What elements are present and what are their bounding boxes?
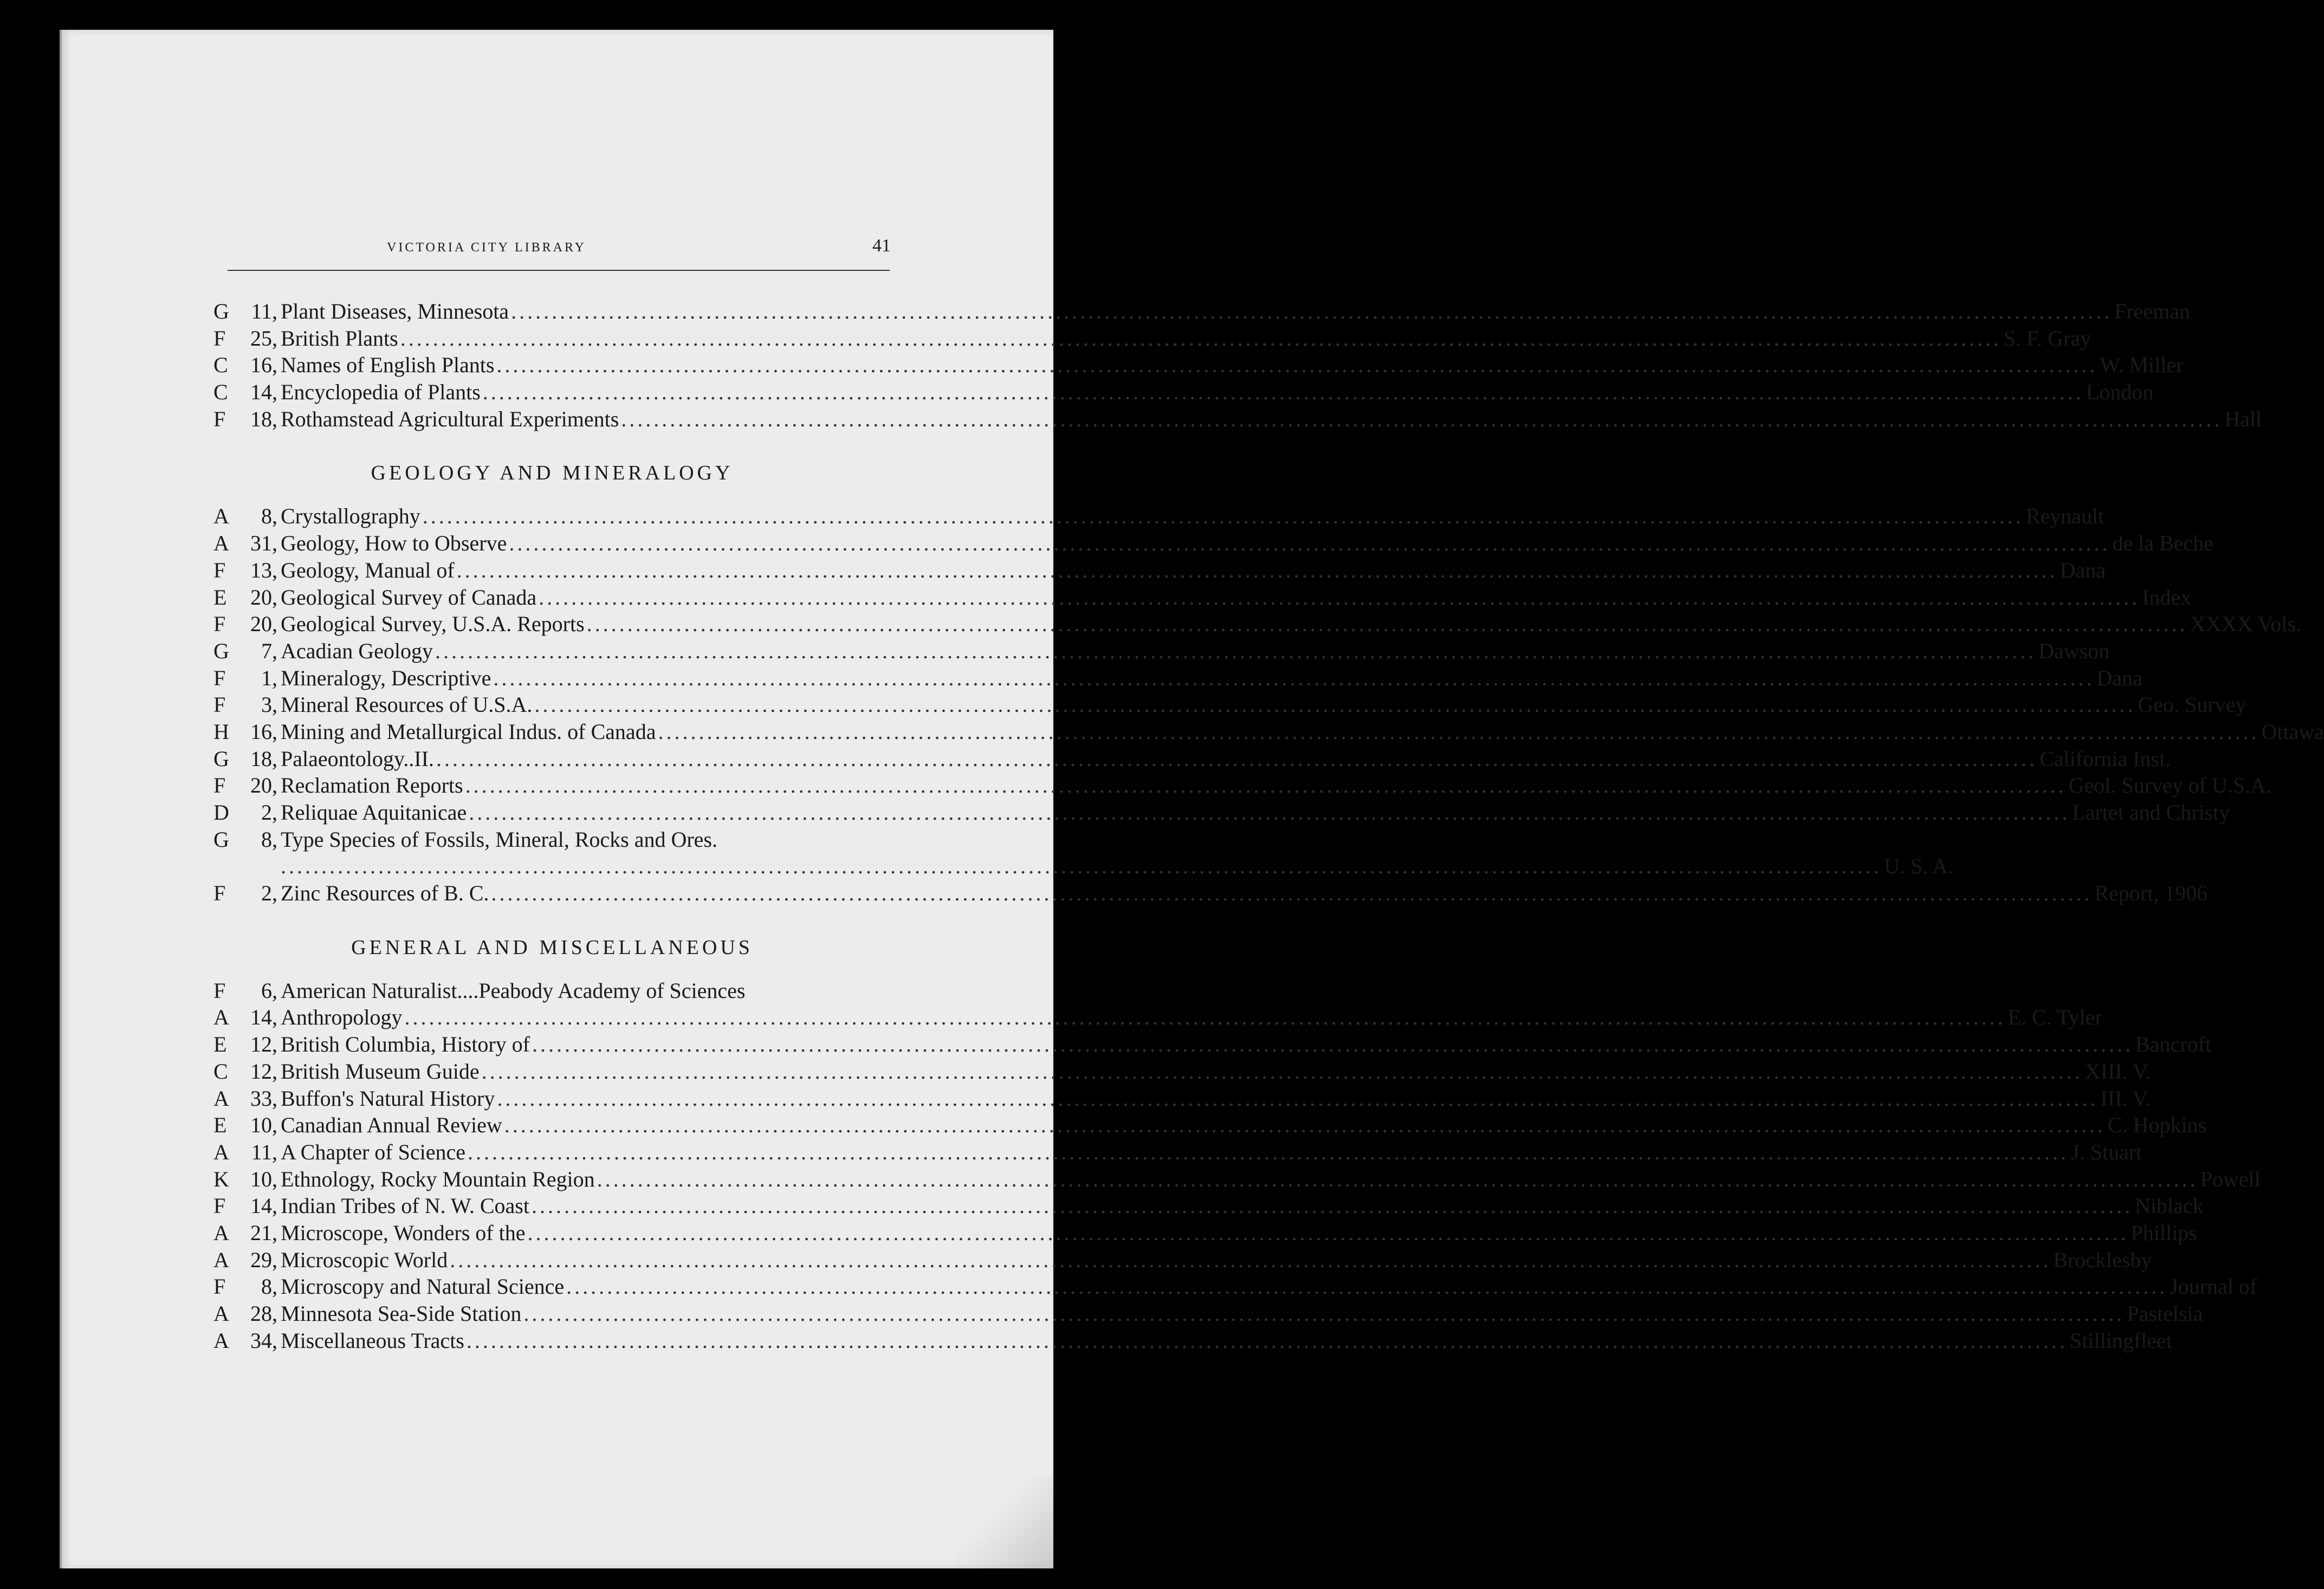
shelf-letter: A bbox=[213, 1247, 229, 1272]
entry-number: 2, bbox=[261, 800, 277, 825]
dot-leader bbox=[566, 1273, 2167, 1300]
dot-leader bbox=[436, 745, 2037, 773]
entry-author: Report, 1906 bbox=[2094, 881, 2208, 906]
catalogue-entry bbox=[213, 745, 2171, 773]
entry-author: Niblack bbox=[2134, 1194, 2204, 1218]
entry-author: U. S. A. bbox=[1884, 854, 1953, 879]
dot-leader bbox=[404, 1004, 2005, 1031]
entry-number: 31, bbox=[250, 531, 277, 556]
entry-number: 3, bbox=[261, 692, 277, 717]
catalogue-entry bbox=[213, 826, 891, 853]
entry-number: 6, bbox=[261, 978, 277, 1003]
entry-author: E. C. Tyler bbox=[2008, 1005, 2102, 1030]
dot-leader bbox=[450, 1247, 2051, 1274]
shelf-letter: E bbox=[213, 1032, 227, 1057]
entry-number: 25, bbox=[250, 326, 277, 351]
entry-author: J. Stuart bbox=[2071, 1139, 2142, 1164]
entry-number: 16, bbox=[250, 353, 277, 378]
dot-leader bbox=[469, 799, 2070, 826]
entry-author: Bancroft bbox=[2135, 1032, 2211, 1057]
entry-number: 14, bbox=[250, 1005, 277, 1030]
entry-author: W. Miller bbox=[2100, 353, 2184, 378]
entry-author: Ottawa bbox=[2261, 719, 2324, 744]
entry-title: Mineral Resources of U.S.A. bbox=[281, 692, 533, 717]
entry-number: 29, bbox=[250, 1247, 277, 1272]
shelf-letter: H bbox=[213, 719, 229, 744]
entry-title: Encyclopedia of Plants bbox=[281, 380, 481, 405]
entry-author: Stillingfleet bbox=[2069, 1328, 2172, 1353]
entry-title: Geological Survey of Canada bbox=[281, 585, 537, 609]
catalogue-entry bbox=[213, 1166, 2261, 1193]
entry-title: Acadian Geology bbox=[281, 638, 433, 663]
entry-author: Hall bbox=[2224, 406, 2262, 431]
dot-leader bbox=[509, 530, 2110, 557]
entry-title: Anthropology bbox=[281, 1005, 403, 1030]
entry-author: Freeman bbox=[2114, 299, 2191, 323]
catalogue-entry bbox=[213, 1031, 2211, 1058]
entry-author: XIII. V. bbox=[2085, 1059, 2151, 1084]
entry-title: Geology, How to Observe bbox=[281, 531, 507, 556]
shelf-letter: F bbox=[213, 665, 226, 690]
entry-continuation bbox=[213, 853, 1953, 880]
shelf-letter: G bbox=[213, 746, 229, 771]
dot-leader bbox=[467, 1327, 2068, 1354]
catalogue-list bbox=[213, 298, 2324, 1354]
entry-title: Reclamation Reports bbox=[281, 773, 463, 798]
dot-leader bbox=[493, 665, 2094, 692]
entry-number: 21, bbox=[250, 1220, 277, 1245]
section-heading: GEOLOGY AND MINERALOGY bbox=[371, 462, 734, 485]
dot-leader bbox=[597, 1166, 2198, 1193]
entry-author: S. F. Gray bbox=[2003, 326, 2091, 351]
shelf-letter: F bbox=[213, 692, 226, 717]
dot-leader bbox=[400, 325, 2002, 352]
entry-author: Pastelsia bbox=[2127, 1301, 2203, 1326]
entry-title: Microscopic World bbox=[281, 1247, 448, 1272]
entry-author: Powell bbox=[2200, 1166, 2261, 1191]
entry-number: 12, bbox=[250, 1059, 277, 1084]
entry-title: British Museum Guide bbox=[281, 1059, 480, 1084]
entry-number: 8, bbox=[261, 504, 277, 529]
shelf-letter: E bbox=[213, 1113, 227, 1138]
entry-author: Lartet and Christy bbox=[2072, 800, 2230, 825]
entry-title: Microscopy and Natural Science bbox=[281, 1274, 565, 1299]
catalogue-entry bbox=[213, 691, 2247, 718]
entry-title: American Naturalist....Peabody Academy of Sciences bbox=[281, 978, 746, 1003]
catalogue-entry bbox=[213, 1004, 2102, 1031]
catalogue-entry bbox=[213, 1247, 2152, 1274]
catalogue-entry bbox=[213, 772, 2272, 799]
entry-title: Canadian Annual Review bbox=[281, 1113, 502, 1138]
dot-leader bbox=[658, 718, 2259, 745]
shelf-letter: F bbox=[213, 881, 226, 906]
entry-title: Type Species of Fossils, Mineral, Rocks and Ores. bbox=[281, 827, 717, 852]
entry-number: 20, bbox=[250, 612, 277, 637]
dot-leader bbox=[482, 1058, 2083, 1085]
catalogue-entry bbox=[213, 530, 2213, 557]
catalogue-entry bbox=[213, 611, 2301, 638]
dot-leader bbox=[539, 584, 2140, 611]
entry-number: 7, bbox=[261, 638, 277, 663]
dot-leader bbox=[483, 379, 2084, 406]
shelf-letter: D bbox=[213, 800, 229, 825]
shelf-letter: F bbox=[213, 406, 226, 431]
catalogue-entry bbox=[213, 325, 2091, 352]
shelf-letter: F bbox=[213, 557, 226, 582]
entry-author: Dana bbox=[2096, 665, 2142, 690]
dot-leader bbox=[621, 406, 2222, 433]
entry-author: Phillips bbox=[2131, 1220, 2197, 1245]
dot-leader bbox=[523, 1300, 2125, 1327]
entry-number: 11, bbox=[251, 299, 277, 323]
entry-number: 1, bbox=[261, 665, 277, 690]
entry-number: 12, bbox=[250, 1032, 277, 1057]
entry-title: Rothamstead Agricultural Experiments bbox=[281, 406, 619, 431]
entry-number: 14, bbox=[250, 1194, 277, 1218]
entry-title: Buffon's Natural History bbox=[281, 1086, 495, 1111]
entry-title: Indian Tribes of N. W. Coast bbox=[281, 1194, 529, 1218]
entry-author: III. V. bbox=[2100, 1086, 2151, 1111]
entry-number: 2, bbox=[261, 881, 277, 906]
entry-title: Ethnology, Rocky Mountain Region bbox=[281, 1166, 595, 1191]
entry-number: 18, bbox=[250, 406, 277, 431]
catalogue-entry bbox=[213, 557, 2106, 584]
shelf-letter: A bbox=[213, 1005, 229, 1030]
entry-author: Index bbox=[2142, 585, 2192, 609]
catalogue-entry bbox=[213, 1139, 2142, 1166]
entry-title: Zinc Resources of B. C. bbox=[281, 881, 489, 906]
shelf-letter: A bbox=[213, 1086, 229, 1111]
entry-number: 11, bbox=[251, 1139, 277, 1164]
entry-number: 8, bbox=[261, 827, 277, 852]
entry-title: Mining and Metallurgical Indus. of Canada bbox=[281, 719, 656, 744]
dot-leader bbox=[504, 1112, 2106, 1139]
dot-leader bbox=[281, 853, 1882, 880]
shelf-letter: F bbox=[213, 1274, 226, 1299]
shelf-letter: E bbox=[213, 585, 227, 609]
header-rule bbox=[228, 270, 890, 271]
catalogue-entry bbox=[213, 1220, 2197, 1247]
shelf-letter: F bbox=[213, 773, 226, 798]
dot-leader bbox=[496, 352, 2098, 379]
dot-leader bbox=[435, 638, 2036, 665]
page-corner bbox=[956, 1476, 1053, 1568]
catalogue-entry bbox=[213, 406, 2262, 433]
dot-leader bbox=[468, 1139, 2069, 1166]
shelf-letter: C bbox=[213, 353, 228, 378]
entry-title: Crystallography bbox=[281, 504, 420, 529]
book-page bbox=[60, 30, 2324, 1568]
catalogue-entry bbox=[213, 352, 2184, 379]
dot-leader bbox=[497, 1085, 2098, 1112]
entry-title: Geological Survey, U.S.A. Reports bbox=[281, 612, 585, 637]
dot-leader bbox=[457, 557, 2058, 584]
catalogue-entry bbox=[213, 584, 2192, 611]
entry-number: 28, bbox=[250, 1301, 277, 1326]
entry-title: Geology, Manual of bbox=[281, 557, 455, 582]
entry-title: Palaeontology..II. bbox=[281, 746, 434, 771]
catalogue-entry bbox=[213, 638, 2110, 665]
shelf-letter: A bbox=[213, 504, 229, 529]
catalogue-entry bbox=[213, 1192, 2204, 1220]
shelf-letter: A bbox=[213, 1301, 229, 1326]
catalogue-entry bbox=[213, 1273, 2257, 1300]
entry-author: Geol. Survey of U.S.A. bbox=[2068, 773, 2272, 798]
shelf-letter: F bbox=[213, 1194, 226, 1218]
running-title: VICTORIA CITY LIBRARY bbox=[387, 241, 587, 255]
catalogue-entry bbox=[213, 665, 2142, 692]
catalogue-entry bbox=[213, 1327, 2172, 1354]
entry-author: California Inst. bbox=[2039, 746, 2171, 771]
shelf-letter: A bbox=[213, 531, 229, 556]
catalogue-entry bbox=[213, 298, 2191, 325]
entry-author: Reynault bbox=[2025, 504, 2105, 529]
entry-author: XXXX Vols. bbox=[2190, 612, 2301, 637]
dot-leader bbox=[491, 880, 2092, 907]
catalogue-entry bbox=[213, 1058, 2151, 1085]
shelf-letter: F bbox=[213, 612, 226, 637]
catalogue-entry bbox=[213, 503, 2105, 530]
entry-title: British Plants bbox=[281, 326, 398, 351]
entry-author: de la Beche bbox=[2112, 531, 2213, 556]
catalogue-entry bbox=[213, 799, 2230, 826]
entry-number: 8, bbox=[261, 1274, 277, 1299]
shelf-letter: G bbox=[213, 827, 229, 852]
dot-leader bbox=[465, 772, 2067, 799]
catalogue-entry bbox=[213, 1085, 2151, 1112]
shelf-letter: A bbox=[213, 1220, 229, 1245]
entry-author: London bbox=[2086, 380, 2154, 405]
entry-author: Dana bbox=[2060, 557, 2106, 582]
entry-number: 14, bbox=[250, 380, 277, 405]
section-heading: GENERAL AND MISCELLANEOUS bbox=[351, 936, 753, 959]
entry-title: Plant Diseases, Minnesota bbox=[281, 299, 509, 323]
entry-number: 10, bbox=[250, 1166, 277, 1191]
catalogue-entry bbox=[213, 977, 891, 1004]
shelf-letter: F bbox=[213, 978, 226, 1003]
page-number: 41 bbox=[872, 236, 891, 256]
entry-author: C. Hopkins bbox=[2107, 1113, 2207, 1138]
entry-title: A Chapter of Science bbox=[281, 1139, 465, 1164]
catalogue-entry bbox=[213, 379, 2154, 406]
shelf-letter: G bbox=[213, 638, 229, 663]
entry-number: 16, bbox=[250, 719, 277, 744]
running-head bbox=[387, 236, 891, 256]
entry-number: 34, bbox=[250, 1328, 277, 1353]
entry-number: 20, bbox=[250, 773, 277, 798]
entry-author: Brocklesby bbox=[2053, 1247, 2152, 1272]
entry-author: Dawson bbox=[2038, 638, 2110, 663]
shelf-letter: K bbox=[213, 1166, 229, 1191]
shelf-letter: F bbox=[213, 326, 226, 351]
catalogue-entry bbox=[213, 718, 2324, 745]
catalogue-entry bbox=[213, 880, 2208, 907]
shelf-letter: A bbox=[213, 1139, 229, 1164]
entry-number: 18, bbox=[250, 746, 277, 771]
entry-title: Miscellaneous Tracts bbox=[281, 1328, 464, 1353]
entry-title: Minnesota Sea-Side Station bbox=[281, 1301, 522, 1326]
entry-number: 10, bbox=[250, 1113, 277, 1138]
entry-number: 20, bbox=[250, 585, 277, 609]
entry-title: Reliquae Aquitanicae bbox=[281, 800, 467, 825]
entry-title: Names of English Plants bbox=[281, 353, 495, 378]
shelf-letter: C bbox=[213, 380, 228, 405]
dot-leader bbox=[532, 1031, 2133, 1058]
entry-number: 13, bbox=[250, 557, 277, 582]
dot-leader bbox=[587, 611, 2188, 638]
entry-number: 33, bbox=[250, 1086, 277, 1111]
shelf-letter: A bbox=[213, 1328, 229, 1353]
entry-title: Mineralogy, Descriptive bbox=[281, 665, 491, 690]
entry-title: Microscope, Wonders of the bbox=[281, 1220, 526, 1245]
shelf-letter: C bbox=[213, 1059, 228, 1084]
entry-author: Geo. Survey bbox=[2138, 692, 2247, 717]
shelf-letter: G bbox=[213, 299, 229, 323]
dot-leader bbox=[534, 691, 2135, 718]
entry-author: Journal of bbox=[2170, 1274, 2257, 1299]
dot-leader bbox=[527, 1220, 2128, 1247]
dot-leader bbox=[423, 503, 2024, 530]
catalogue-entry bbox=[213, 1112, 2207, 1139]
dot-leader bbox=[532, 1192, 2133, 1220]
catalogue-entry bbox=[213, 1300, 2203, 1327]
dot-leader bbox=[511, 298, 2112, 325]
entry-title: British Columbia, History of bbox=[281, 1032, 530, 1057]
